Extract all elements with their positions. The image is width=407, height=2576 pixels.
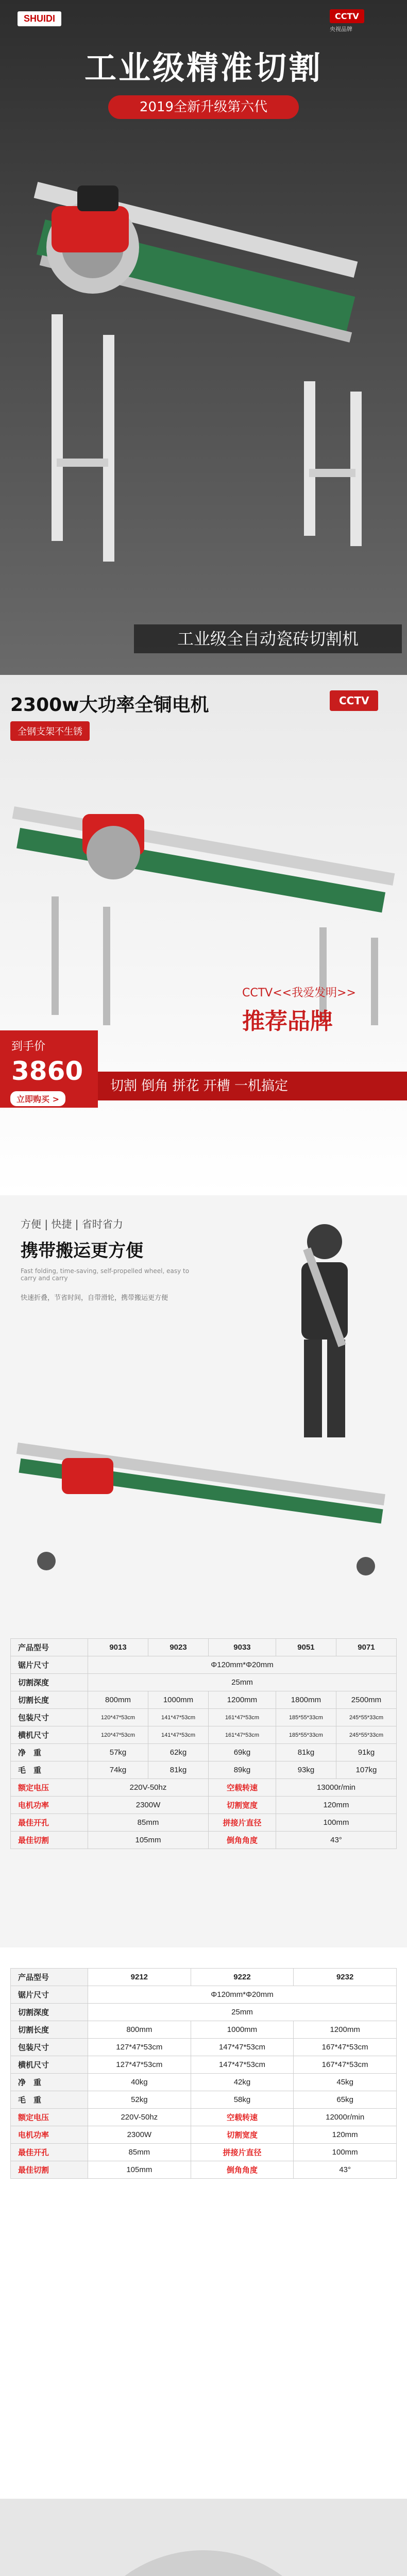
buy-now-button[interactable]: 立即购买 > [10, 1091, 65, 1106]
spec2-pair-value: 120mm [294, 2126, 397, 2144]
spec2-pair-value: 12000r/min [294, 2109, 397, 2126]
spec1-row [11, 1674, 397, 1691]
portable-title: 携带搬运更方便 [21, 1241, 143, 1261]
spec1-row [11, 1726, 397, 1744]
spec1-cell: 141*47*53cm [148, 1709, 209, 1726]
spec1-cell: 25mm [88, 1674, 397, 1691]
spec2-pair-value: 105mm [88, 2161, 191, 2179]
spec1-cell: 161*47*53cm [209, 1726, 276, 1744]
spec1-cell: 2500mm [336, 1691, 396, 1709]
spec1-pair-value: 85mm [88, 1814, 209, 1832]
spec1-cell: 1000mm [148, 1691, 209, 1709]
spec2-row [11, 2074, 397, 2091]
copper-motor-image [31, 2530, 376, 2576]
spec2-pair-row [11, 2126, 397, 2144]
spec2-cell: 25mm [88, 2004, 397, 2021]
spec2-cell: 147*47*53cm [191, 2056, 294, 2074]
spec2-cell: 167*47*53cm [294, 2056, 397, 2074]
features-banner: 切割 倒角 拼花 开槽 一机搞定 [98, 1072, 407, 1100]
spec2-pair-row [11, 2144, 397, 2161]
spec2-model: 9232 [294, 1969, 397, 1986]
spec2-pair-label: 拼接片直径 [191, 2144, 294, 2161]
spec1-cell: 245*55*33cm [336, 1709, 396, 1726]
spec1-pair-value: 13000r/min [276, 1779, 396, 1797]
spec1-pair-label: 切割宽度 [209, 1797, 276, 1814]
promo-tag: 全钢支架不生锈 [10, 721, 90, 741]
spec1-cell: 161*47*53cm [209, 1709, 276, 1726]
spec1-row-label: 包装尺寸 [11, 1709, 88, 1726]
spec1-pair-value: 2300W [88, 1797, 209, 1814]
spec1-model: 9051 [276, 1639, 336, 1656]
spec1-row [11, 1744, 397, 1761]
spec2-pair-value: 100mm [294, 2144, 397, 2161]
spec2-pair-label: 空载转速 [191, 2109, 294, 2126]
spec1-pair-row [11, 1797, 397, 1814]
spec1-pair-value: 105mm [88, 1832, 209, 1849]
spec2-row [11, 2021, 397, 2039]
spec1-row-label: 锯片尺寸 [11, 1656, 88, 1674]
spec2-section [0, 1947, 407, 2499]
spec2-pair-label: 电机功率 [11, 2126, 88, 2144]
spec2-row-label: 横机尺寸 [11, 2056, 88, 2074]
spec2-row [11, 1986, 397, 2004]
spec1-model: 9013 [88, 1639, 148, 1656]
spec1-pair-label: 最佳切割 [11, 1832, 88, 1849]
spec2-row-label: 包装尺寸 [11, 2039, 88, 2056]
spec1-cell: 120*47*53cm [88, 1709, 148, 1726]
spec2-model: 9212 [88, 1969, 191, 1986]
folded-machine-image [15, 1437, 392, 1592]
spec2-pair-label: 切割宽度 [191, 2126, 294, 2144]
spec2-row [11, 2039, 397, 2056]
hero-title: 工业级精准切割 [84, 49, 323, 87]
spec1-pair-label: 最佳开孔 [11, 1814, 88, 1832]
spec1-model-label: 产品型号 [11, 1639, 88, 1656]
spec2-pair-value: 2300W [88, 2126, 191, 2144]
spec2-cell: 42kg [191, 2074, 294, 2091]
spec2-pair-value: 85mm [88, 2144, 191, 2161]
spec1-pair-value: 220V-50hz [88, 1779, 209, 1797]
spec1-model: 9071 [336, 1639, 396, 1656]
promo-cctv-logo: CCTV [330, 690, 378, 711]
spec2-row-label: 切割长度 [11, 2021, 88, 2039]
spec1-row [11, 1656, 397, 1674]
spec2-model: 9222 [191, 1969, 294, 1986]
spec2-cell: 40kg [88, 2074, 191, 2091]
spec2-cell: 1000mm [191, 2021, 294, 2039]
spec2-row-label: 毛 重 [11, 2091, 88, 2109]
price-value: 3860 [11, 1056, 83, 1086]
spec2-pair-row [11, 2161, 397, 2179]
spec-table-1 [10, 1638, 397, 1849]
spec1-cell: 800mm [88, 1691, 148, 1709]
spec1-row-label: 毛 重 [11, 1761, 88, 1779]
spec2-row-label: 锯片尺寸 [11, 1986, 88, 2004]
spec1-cell: 81kg [148, 1761, 209, 1779]
promo-headline: 2300w大功率全铜电机 [10, 694, 209, 716]
spec1-pair-label: 倒角角度 [209, 1832, 276, 1849]
spec2-row [11, 2004, 397, 2021]
spec2-cell: 800mm [88, 2021, 191, 2039]
spec2-cell: 45kg [294, 2074, 397, 2091]
spec1-cell: 185*55*33cm [276, 1709, 336, 1726]
spec1-cell: 1800mm [276, 1691, 336, 1709]
motor-section [0, 2499, 407, 2576]
spec1-row [11, 1761, 397, 1779]
person-carrying-image [252, 1216, 397, 1453]
spec1-cell: 93kg [276, 1761, 336, 1779]
spec1-cell: 57kg [88, 1744, 148, 1761]
spec1-cell: 245*55*33cm [336, 1726, 396, 1744]
spec2-pair-label: 额定电压 [11, 2109, 88, 2126]
spec2-row [11, 2091, 397, 2109]
spec1-pair-row [11, 1832, 397, 1849]
spec2-cell: 167*47*53cm [294, 2039, 397, 2056]
spec1-cell: 62kg [148, 1744, 209, 1761]
recommend-brand: 推荐品牌 [242, 1008, 333, 1035]
spec1-pair-label: 拼接片直径 [209, 1814, 276, 1832]
spec1-cell: 89kg [209, 1761, 276, 1779]
spec2-models-row [11, 1969, 397, 1986]
spec1-models-row [11, 1639, 397, 1656]
spec1-model: 9023 [148, 1639, 209, 1656]
portable-desc-cn: 快速折叠，节省时间，自带滑轮，携带搬运更方便 [21, 1294, 168, 1302]
promo-section [0, 675, 407, 1195]
spec1-pair-value: 43° [276, 1832, 396, 1849]
spec1-cell: 185*55*33cm [276, 1726, 336, 1744]
portable-desc-en: Fast folding, time-saving, self-propelled wheel, easy to carry and carry [21, 1267, 190, 1282]
spec2-cell: 1200mm [294, 2021, 397, 2039]
spec1-cell: 91kg [336, 1744, 396, 1761]
spec1-cell: 107kg [336, 1761, 396, 1779]
spec1-model: 9033 [209, 1639, 276, 1656]
spec1-pair-row [11, 1779, 397, 1797]
spec2-row-label: 净 重 [11, 2074, 88, 2091]
cctv-subtitle: 央视品牌 [330, 26, 352, 32]
spec1-pair-row [11, 1814, 397, 1832]
spec1-row-label: 净 重 [11, 1744, 88, 1761]
spec1-cell: 74kg [88, 1761, 148, 1779]
tile-cutter-image [15, 149, 392, 572]
cctv-logo: CCTV [330, 9, 364, 23]
spec1-cell: Φ120mm*Φ20mm [88, 1656, 397, 1674]
spec2-pair-label: 最佳切割 [11, 2161, 88, 2179]
spec2-cell: 127*47*53cm [88, 2039, 191, 2056]
spec1-cell: 69kg [209, 1744, 276, 1761]
spec1-pair-value: 100mm [276, 1814, 396, 1832]
spec1-cell: 1200mm [209, 1691, 276, 1709]
spec2-model-label: 产品型号 [11, 1969, 88, 1986]
spec-table-2 [10, 1968, 397, 2179]
spec2-cell: 65kg [294, 2091, 397, 2109]
hero-bottom-caption: 工业级全自动瓷砖切割机 [134, 624, 402, 653]
spec2-cell: 58kg [191, 2091, 294, 2109]
spec1-pair-label: 空载转速 [209, 1779, 276, 1797]
spec2-pair-value: 220V-50hz [88, 2109, 191, 2126]
spec2-row-label: 切割深度 [11, 2004, 88, 2021]
spec1-cell: 120*47*53cm [88, 1726, 148, 1744]
spec1-row-label: 切割深度 [11, 1674, 88, 1691]
spec2-cell: Φ120mm*Φ20mm [88, 1986, 397, 2004]
spec1-row-label: 横机尺寸 [11, 1726, 88, 1744]
spec2-pair-label: 倒角角度 [191, 2161, 294, 2179]
spec1-cell: 141*47*53cm [148, 1726, 209, 1744]
spec1-pair-label: 电机功率 [11, 1797, 88, 1814]
spec1-pair-label: 额定电压 [11, 1779, 88, 1797]
spec1-pair-value: 120mm [276, 1797, 396, 1814]
spec2-cell: 52kg [88, 2091, 191, 2109]
hero-section [0, 0, 407, 675]
spec2-cell: 147*47*53cm [191, 2039, 294, 2056]
spec1-row-label: 切割长度 [11, 1691, 88, 1709]
spec2-row [11, 2056, 397, 2074]
portable-kicker: 方便 | 快捷 | 省时省力 [21, 1218, 123, 1230]
cctv-show-line: CCTV<<我爱发明>> [242, 987, 356, 999]
portable-section [0, 1195, 407, 1947]
spec1-row [11, 1709, 397, 1726]
spec2-cell: 127*47*53cm [88, 2056, 191, 2074]
price-label: 到手价 [11, 1040, 46, 1053]
spec2-pair-row [11, 2109, 397, 2126]
spec1-row [11, 1691, 397, 1709]
spec2-pair-value: 43° [294, 2161, 397, 2179]
spec2-pair-label: 最佳开孔 [11, 2144, 88, 2161]
spec1-cell: 81kg [276, 1744, 336, 1761]
hero-ribbon: 2019全新升级第六代 [108, 95, 299, 119]
brand-logo: SHUIDI [18, 11, 61, 26]
